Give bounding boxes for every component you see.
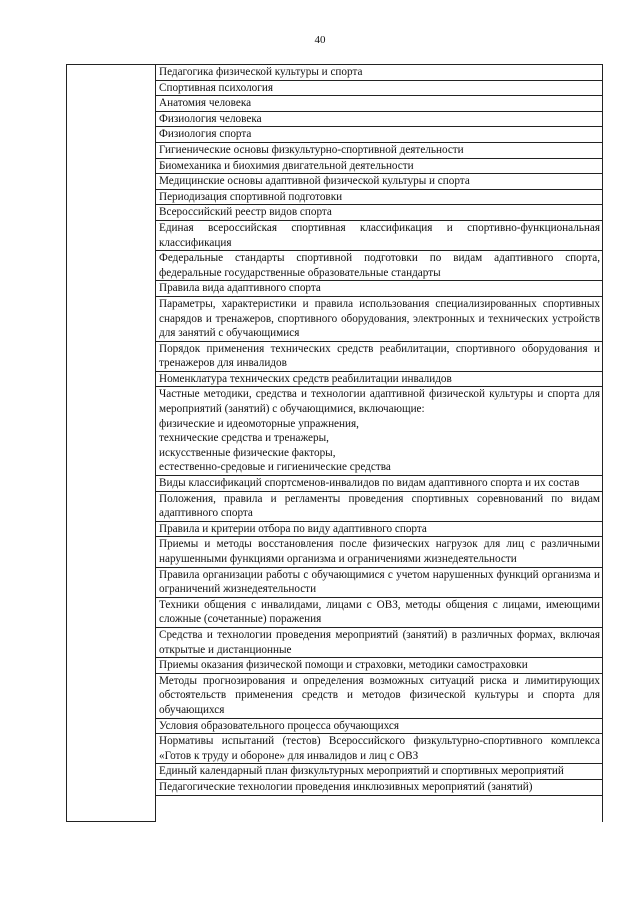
table-cell: Нормативы испытаний (тестов) Всероссийского физкультурно-спортивного комплекса «Готов к труду и обороне» для инвалидов и лиц с ОВЗ — [156, 734, 603, 764]
table-cell: Номенклатура технических средств реабилитации инвалидов — [156, 371, 603, 387]
table-cell: Единая всероссийская спортивная классификация и спортивно-функциональная классификация — [156, 220, 603, 250]
table-cell: Педагогические технологии проведения инклюзивных мероприятий (занятий) — [156, 779, 603, 795]
table-cell: Физиология человека — [156, 111, 603, 127]
table-cell: Всероссийский реестр видов спорта — [156, 205, 603, 221]
table-body — [67, 65, 603, 822]
table-cell: Гигиенические основы физкультурно-спортивной деятельности — [156, 142, 603, 158]
table-cell: Техники общения с инвалидами, лицами с ОВЗ, методы общения с лицами, имеющими сложные (сочетанные) поражения — [156, 597, 603, 627]
requirements-table — [66, 64, 603, 822]
list-item: технические средства и тренажеры, — [159, 432, 329, 445]
list-item: физические и идеомоторные упражнения, — [159, 417, 359, 430]
table-cell: Анатомия человека — [156, 96, 603, 112]
table-cell: Методы прогнозирования и определения возможных ситуаций риска и лимитирующих обстоятельств применения средств и методов физической культуры и спорта для обучающихся — [156, 673, 603, 718]
table-cell: Физиология спорта — [156, 127, 603, 143]
table-cell: Виды классификаций спортсменов-инвалидов по видам адаптивного спорта и их состав — [156, 476, 603, 492]
table-cell: Единый календарный план физкультурных мероприятий и спортивных мероприятий — [156, 764, 603, 780]
page-number: 40 — [314, 34, 326, 46]
list-item: естественно-средовые и гигиенические средства — [159, 461, 391, 474]
table-cell: Периодизация спортивной подготовки — [156, 189, 603, 205]
table-cell — [156, 387, 603, 476]
table-cell: Педагогика физической культуры и спорта — [156, 65, 603, 81]
table-cell: Правила вида адаптивного спорта — [156, 281, 603, 297]
table-cell: Правила и критерии отбора по виду адаптивного спорта — [156, 521, 603, 537]
list-intro: Частные методики, средства и технологии адаптивной физической культуры и спорта для мероприятий (занятий) с обучающимися, включающие: — [159, 388, 600, 416]
table-cell: Средства и технологии проведения мероприятий (занятий) в различных формах, включая открытые и дистанционные — [156, 627, 603, 657]
table-cell: Порядок применения технических средств реабилитации, спортивного оборудования и тренажеров для инвалидов — [156, 341, 603, 371]
table-cell: Медицинские основы адаптивной физической культуры и спорта — [156, 174, 603, 190]
empty-cell — [156, 795, 603, 822]
table-cell: Приемы оказания физической помощи и страховки, методики самостраховки — [156, 658, 603, 674]
table-cell: Приемы и методы восстановления после физических нагрузок для лиц с различными нарушенными функциями организма и ограничениями жизнедеятельности — [156, 537, 603, 567]
table-cell: Федеральные стандарты спортивной подготовки по видам адаптивного спорта, федеральные государственные образовательные стандарты — [156, 251, 603, 281]
table-cell: Параметры, характеристики и правила использования специализированных спортивных снарядов и тренажеров, спортивного оборудования, электронных и технических устройств для занятий с обучающимися — [156, 296, 603, 341]
table-cell: Условия образовательного процесса обучающихся — [156, 718, 603, 734]
empty-left-column — [67, 65, 156, 822]
table-cell: Спортивная психология — [156, 80, 603, 96]
table-row — [67, 65, 603, 81]
table-cell: Положения, правила и регламенты проведения спортивных соревнований по видам адаптивного спорта — [156, 491, 603, 521]
list-item: искусственные физические факторы, — [159, 446, 336, 459]
table-cell: Биомеханика и биохимия двигательной деятельности — [156, 158, 603, 174]
table-cell: Правила организации работы с обучающимися с учетом нарушенных функций организма и ограничений жизнедеятельности — [156, 567, 603, 597]
